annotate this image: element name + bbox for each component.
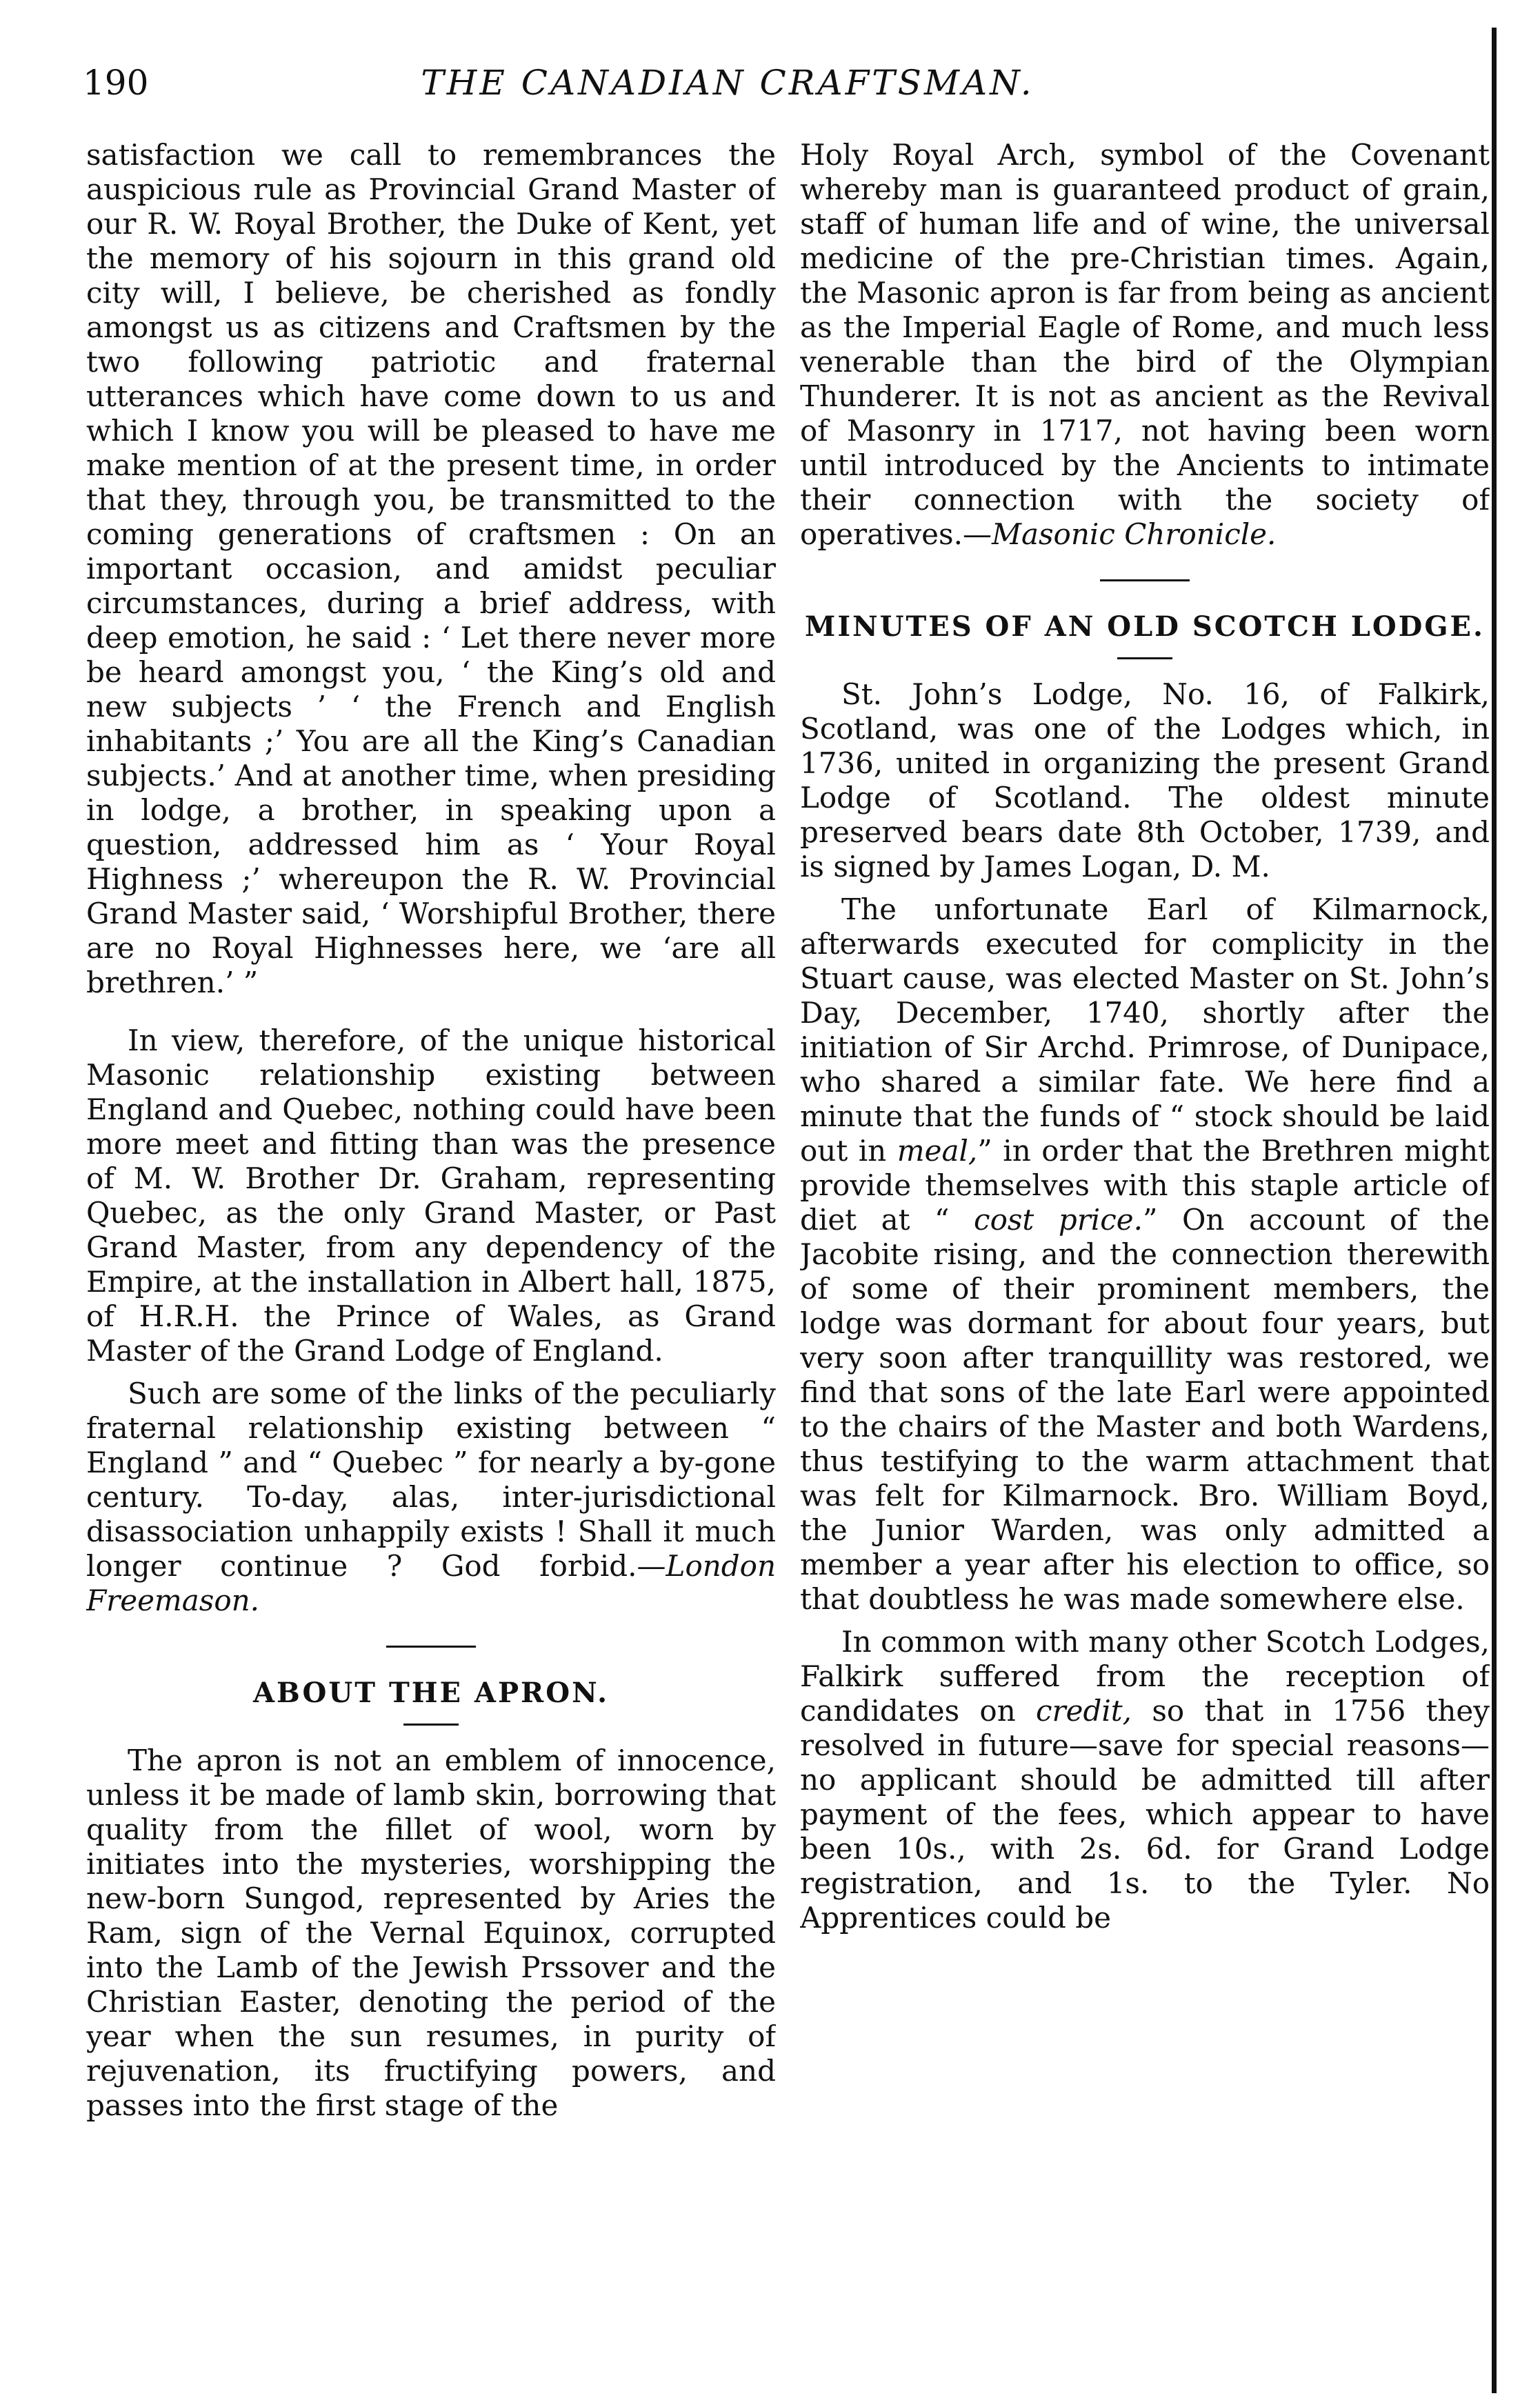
kilmarnock-text-c: ” On account of the Jacobite rising, and the connection therewith of some of their prominent members, the lodge was dormant for about four years, but very soon after tranquillity was restored, we find that sons of the late Earl were appointed to the chairs of the Master and both Wardens, thus testifying to the warm attachment that was felt for Kilmarnock. Bro. William Boyd, the Junior Warden, was only admitted a member a year after his election to office, so that doubtless he was made somewhere else. xyxy=(800,1203,1490,1616)
running-title: THE CANADIAN CRAFTSMAN. xyxy=(421,63,1034,103)
kilmarnock-cost-price: cost price. xyxy=(974,1203,1143,1237)
kilmarnock-text-b: ” in order that the Brethren might provide themselves with this staple article of diet at “ xyxy=(800,1134,1490,1237)
kilmarnock-text-a: The unfortunate Earl of Kilmarnock, afterwards executed for complicity in the Stuart cause, was elected Master on St. John’s Day, December, 1740, shortly after the initiation of Sir Archd. Primrose, of Dunipace, who shared a similar fate. We here find a minute that the funds of “ stock should be laid out in xyxy=(800,892,1490,1168)
section-divider xyxy=(386,1646,476,1648)
page-number: 190 xyxy=(83,63,149,103)
falkirk-text-a: In common with many other Scotch Lodges, Falkirk suffered from the reception of candidates on xyxy=(800,1625,1490,1728)
paragraph-falkirk-credit xyxy=(800,1625,1490,1935)
heading-underline xyxy=(1117,657,1172,659)
paragraph-apron: The apron is not an emblem of innocence, unless it be made of lamb skin, borrowing that quality from the fillet of wool, worn by initiates into the mysteries, worshipping the new-born Sungod, represented by Aries the Ram, sign of the Vernal Equinox, corrupted into the Lamb of the Jewish Prssover and the Christian Easter, denoting the period of the year when the sun resumes, in purity of rejuvenation, its fructifying powers, and passes into the first stage of the xyxy=(86,1744,776,2122)
paragraph-links-text: Such are some of the links of the peculiarly fraternal relationship existing between “ England ” and “ Quebec ” for nearly a by-gone century. To-day, alas, inter-jurisdictional disassociation unhappily exists ! Shall it much longer continue ? God forbid.— xyxy=(86,1377,776,1583)
left-column xyxy=(86,138,776,2386)
paragraph-st-johns-lodge: St. John’s Lodge, No. 16, of Falkirk, Scotland, was one of the Lodges which, in 1736, united in organizing the present Grand Lodge of Scotland. The oldest minute preserved bears date 8th October, 1739, and is signed by James Logan, D. M. xyxy=(800,677,1490,883)
source-london-freemason: London Freemason. xyxy=(86,1549,776,1617)
heading-underline xyxy=(403,1724,459,1726)
section-divider xyxy=(1100,579,1190,581)
spacer xyxy=(86,1008,776,1023)
paragraph-royal-arch xyxy=(800,138,1490,552)
right-margin-rule xyxy=(1492,28,1497,2393)
heading-minutes-scotch-lodge: MINUTES OF AN OLD SCOTCH LODGE. xyxy=(805,610,1485,643)
paragraph-england-quebec: In view, therefore, of the unique historical Masonic relationship existing between England and Quebec, nothing could have been more meet and fitting than was the presence of M. W. Brother Dr. Graham, representing Quebec, as the only Grand Master, or Past Grand Master, from any dependency of the Empire, at the installation in Albert hall, 1875, of H.R.H. the Prince of Wales, as Grand Master of the Grand Lodge of England. xyxy=(86,1023,776,1368)
paragraph-duke-of-kent: satisfaction we call to remembrances the auspicious rule as Provincial Grand Master of our R. W. Royal Brother, the Duke of Kent, yet the memory of his sojourn in this grand old city will, I believe, be cherished as fondly amongst us as citizens and Craftsmen by the two following patriotic and fraternal utterances which have come down to us and which I know you will be pleased to have me make mention of at the present time, in order that they, through you, be transmitted to the coming generations of craftsmen : On an important occasion, and amidst peculiar circumstances, during a brief address, with deep emotion, he said : ‘ Let there never more be heard amongst you, ‘ the King’s old and new subjects ’ ‘ the French and English inhabitants ;’ You are all the King’s Canadian subjects.’ And at another time, when presiding in lodge, a brother, in speaking upon a question, addressed him as ‘ Your Royal Highness ;’ whereupon the R. W. Provincial Grand Master said, ‘ Worshipful Brother, there are no Royal Highnesses here, we ‘are all brethren.’ ” xyxy=(86,138,776,999)
paragraph-kilmarnock xyxy=(800,892,1490,1617)
falkirk-text-b: so that in 1756 they resolved in future—save for special reasons—no applicant should be admitted till after payment of the fees, which appear to have been 10s., with 2s. 6d. for Grand Lodge registration, and 1s. to the Tyler. No Apprentices could be xyxy=(800,1694,1490,1935)
right-column xyxy=(800,138,1490,2386)
paragraph-royal-arch-text: Holy Royal Arch, symbol of the Covenant whereby man is guaranteed product of grain, staff of human life and of wine, the universal medicine of the pre-Christian times. Again, the Masonic apron is far from being as ancient as the Imperial Eagle of Rome, and much less venerable than the bird of the Olympian Thunderer. It is not as ancient as the Revival of Masonry in 1717, not having been worn until introduced by the Ancients to intimate their connection with the society of operatives.— xyxy=(800,138,1490,551)
paragraph-links xyxy=(86,1377,776,1618)
kilmarnock-meal: meal, xyxy=(897,1134,978,1168)
heading-about-the-apron: ABOUT THE APRON. xyxy=(252,1677,610,1709)
source-masonic-chronicle: Masonic Chronicle. xyxy=(991,517,1277,551)
falkirk-credit: credit, xyxy=(1036,1694,1132,1728)
